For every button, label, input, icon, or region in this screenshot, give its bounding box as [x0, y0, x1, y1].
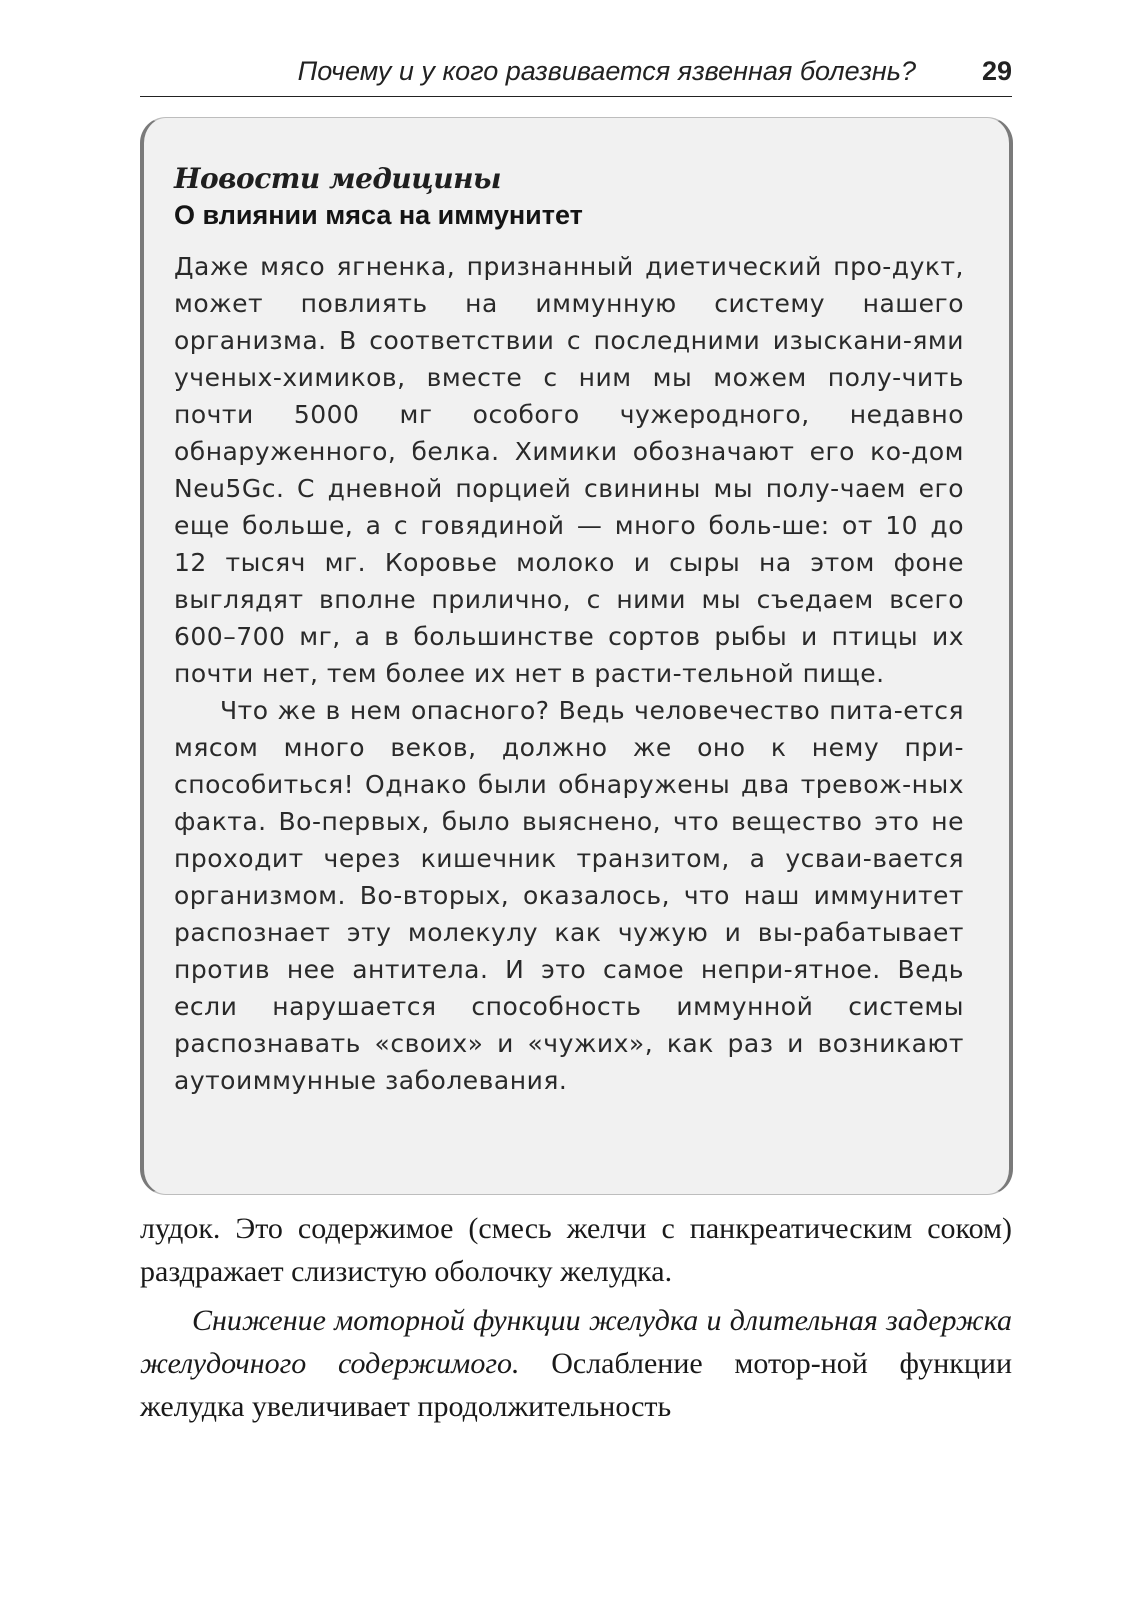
italic-heading: Снижение моторной функции желудка и длительная задержка желудочного содержимого. — [140, 1304, 1012, 1380]
running-header — [140, 52, 1012, 97]
main-text — [140, 1207, 1012, 1428]
sidebar-paragraph: Что же в нем опасного? Ведь человечество пита-ется мясом много веков, должно же оно к нему при-способиться! Однако были обнаружены два тревож-ных факта. Во-первых, было выяснено, что вещество это не проходит через кишечник транзитом, а усваи-вается организмом. Во-вторых, оказалось, что наш иммунитет распознает эту молекулу как чужую и вы-рабатывает против нее антитела. И это самое непри-ятное. Ведь если нарушается способность иммунной системы распознавать «своих» и «чужих», как раз и возникают аутоиммунные заболевания. — [174, 696, 964, 1095]
sidebar-rubric: Новости медицины — [174, 162, 501, 195]
main-paragraph: лудок. Это содержимое (смесь желчи с панкреатическим соком) раздражает слизистую оболочку желудка. — [140, 1212, 1012, 1288]
main-paragraph-text: Ослабление мотор-ной функции желудка увеличивает продолжительность — [140, 1347, 1012, 1423]
sidebar-title: О влиянии мяса на иммунитет — [174, 200, 583, 230]
main-paragraph — [140, 1299, 1012, 1428]
running-title: Почему и у кого развивается язвенная болезнь? — [297, 56, 916, 86]
sidebar-text — [174, 248, 964, 1099]
page-number: 29 — [981, 56, 1012, 86]
sidebar-paragraph: Даже мясо ягненка, признанный диетический про-дукт, может повлиять на иммунную систему нашего организма. В соответствии с последними изыскани-ями ученых-химиков, вместе с ним мы можем полу-чить почти 5000 мг особого чужеродного, недавно обнаруженного, белка. Химики обозначают его ко-дом Neu5Gc. С дневной порцией свинины мы полу-чаем его еще больше, а с говядиной — много боль-ше: от 10 до 12 тысяч мг. Коровье молоко и сыры на этом фоне выглядят вполне прилично, с ними мы съедаем всего 600–700 мг, а в большинстве сортов рыбы и птицы их почти нет, тем более их нет в расти-тельной пище. — [174, 252, 964, 688]
